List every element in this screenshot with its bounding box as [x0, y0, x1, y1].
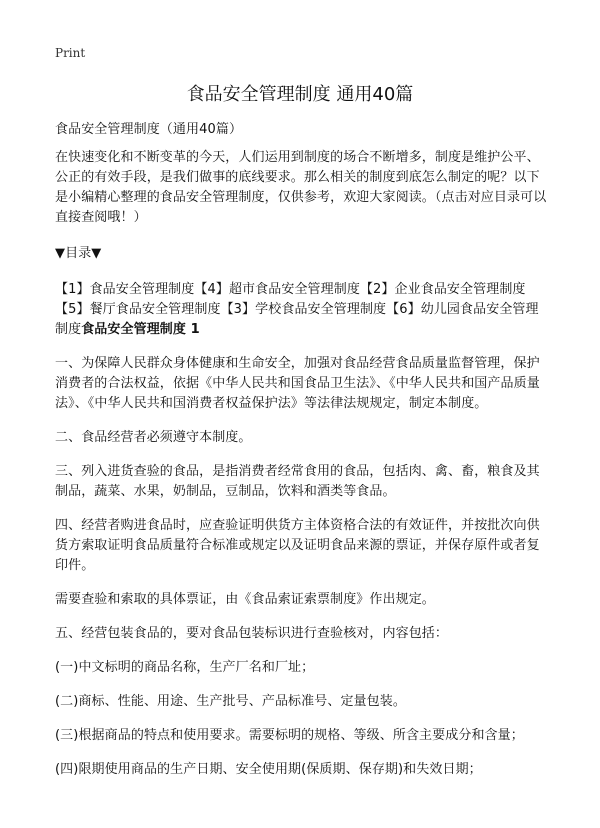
document-subtitle: 食品安全管理制度（通用40篇） — [55, 122, 243, 137]
document-title: 食品安全管理制度 通用40篇 — [186, 84, 414, 105]
toc-entries[interactable]: 【1】食品安全管理制度【4】超市食品安全管理制度【2】企业食品安全管理制度【5】餐厅食品安全管理制度【3】学校食品安全管理制度【6】幼儿园食品安全管理制度 — [55, 282, 539, 337]
toc-list[interactable] — [55, 280, 548, 340]
document-body — [55, 120, 548, 780]
paragraph-1: 一、为保障人民群众身体健康和生命安全，加强对食品经营食品质量监督管理，保护消费者的合法权益，依据《中华人民共和国食品卫生法》、《中华人民共和国产品质量法》、《中华人民共和国消费者权益保护法》等法律法规规定，制定本制度。 — [55, 356, 540, 411]
intro-paragraph: 在快速变化和不断变革的今天，人们运用到制度的场合不断增多，制度是维护公平、公正的有效手段，是我们做事的底线要求。那么相关的制度到底怎么制定的呢？以下是小编精心整理的食品安全管理制度，仅供参考，欢迎大家阅读。（点击对应目录可以直接查阅哦！） — [55, 150, 547, 225]
paragraph-8: (二)商标、性能、用途、生产批号、产品标准号、定量包装。 — [55, 694, 406, 709]
paragraph-10: (四)限期使用商品的生产日期、安全使用期(保质期、保存期)和失效日期； — [55, 762, 482, 777]
paragraph-6: 五、经营包装食品的，要对食品包装标识进行查验核对，内容包括： — [55, 626, 449, 641]
print-link[interactable]: Print — [55, 46, 86, 60]
paragraph-9: (三)根据商品的特点和使用要求。需要标明的规格、等级、所含主要成分和含量； — [55, 728, 524, 743]
paragraph-4: 四、经营者购进食品时，应查验证明供货方主体资格合法的有效证件，并按批次向供货方索取证明食品质量符合标准或规定以及证明食品来源的票证，并保存原件或者复印件。 — [55, 518, 540, 573]
section-heading: 食品安全管理制度 1 — [81, 322, 200, 337]
toc-heading: ▼目录▼ — [55, 246, 102, 261]
paragraph-3: 三、列入进货查验的食品，是指消费者经常食用的食品，包括肉、禽、畜，粮食及其制品，蔬菜、水果，奶制品，豆制品，饮料和酒类等食品。 — [55, 464, 540, 499]
paragraph-7: (一)中文标明的商品名称，生产厂名和厂址； — [55, 660, 315, 675]
paragraph-2: 二、食品经营者必须遵守本制度。 — [55, 430, 252, 445]
paragraph-5: 需要查验和索取的具体票证，由《食品索证索票制度》作出规定。 — [55, 592, 435, 607]
